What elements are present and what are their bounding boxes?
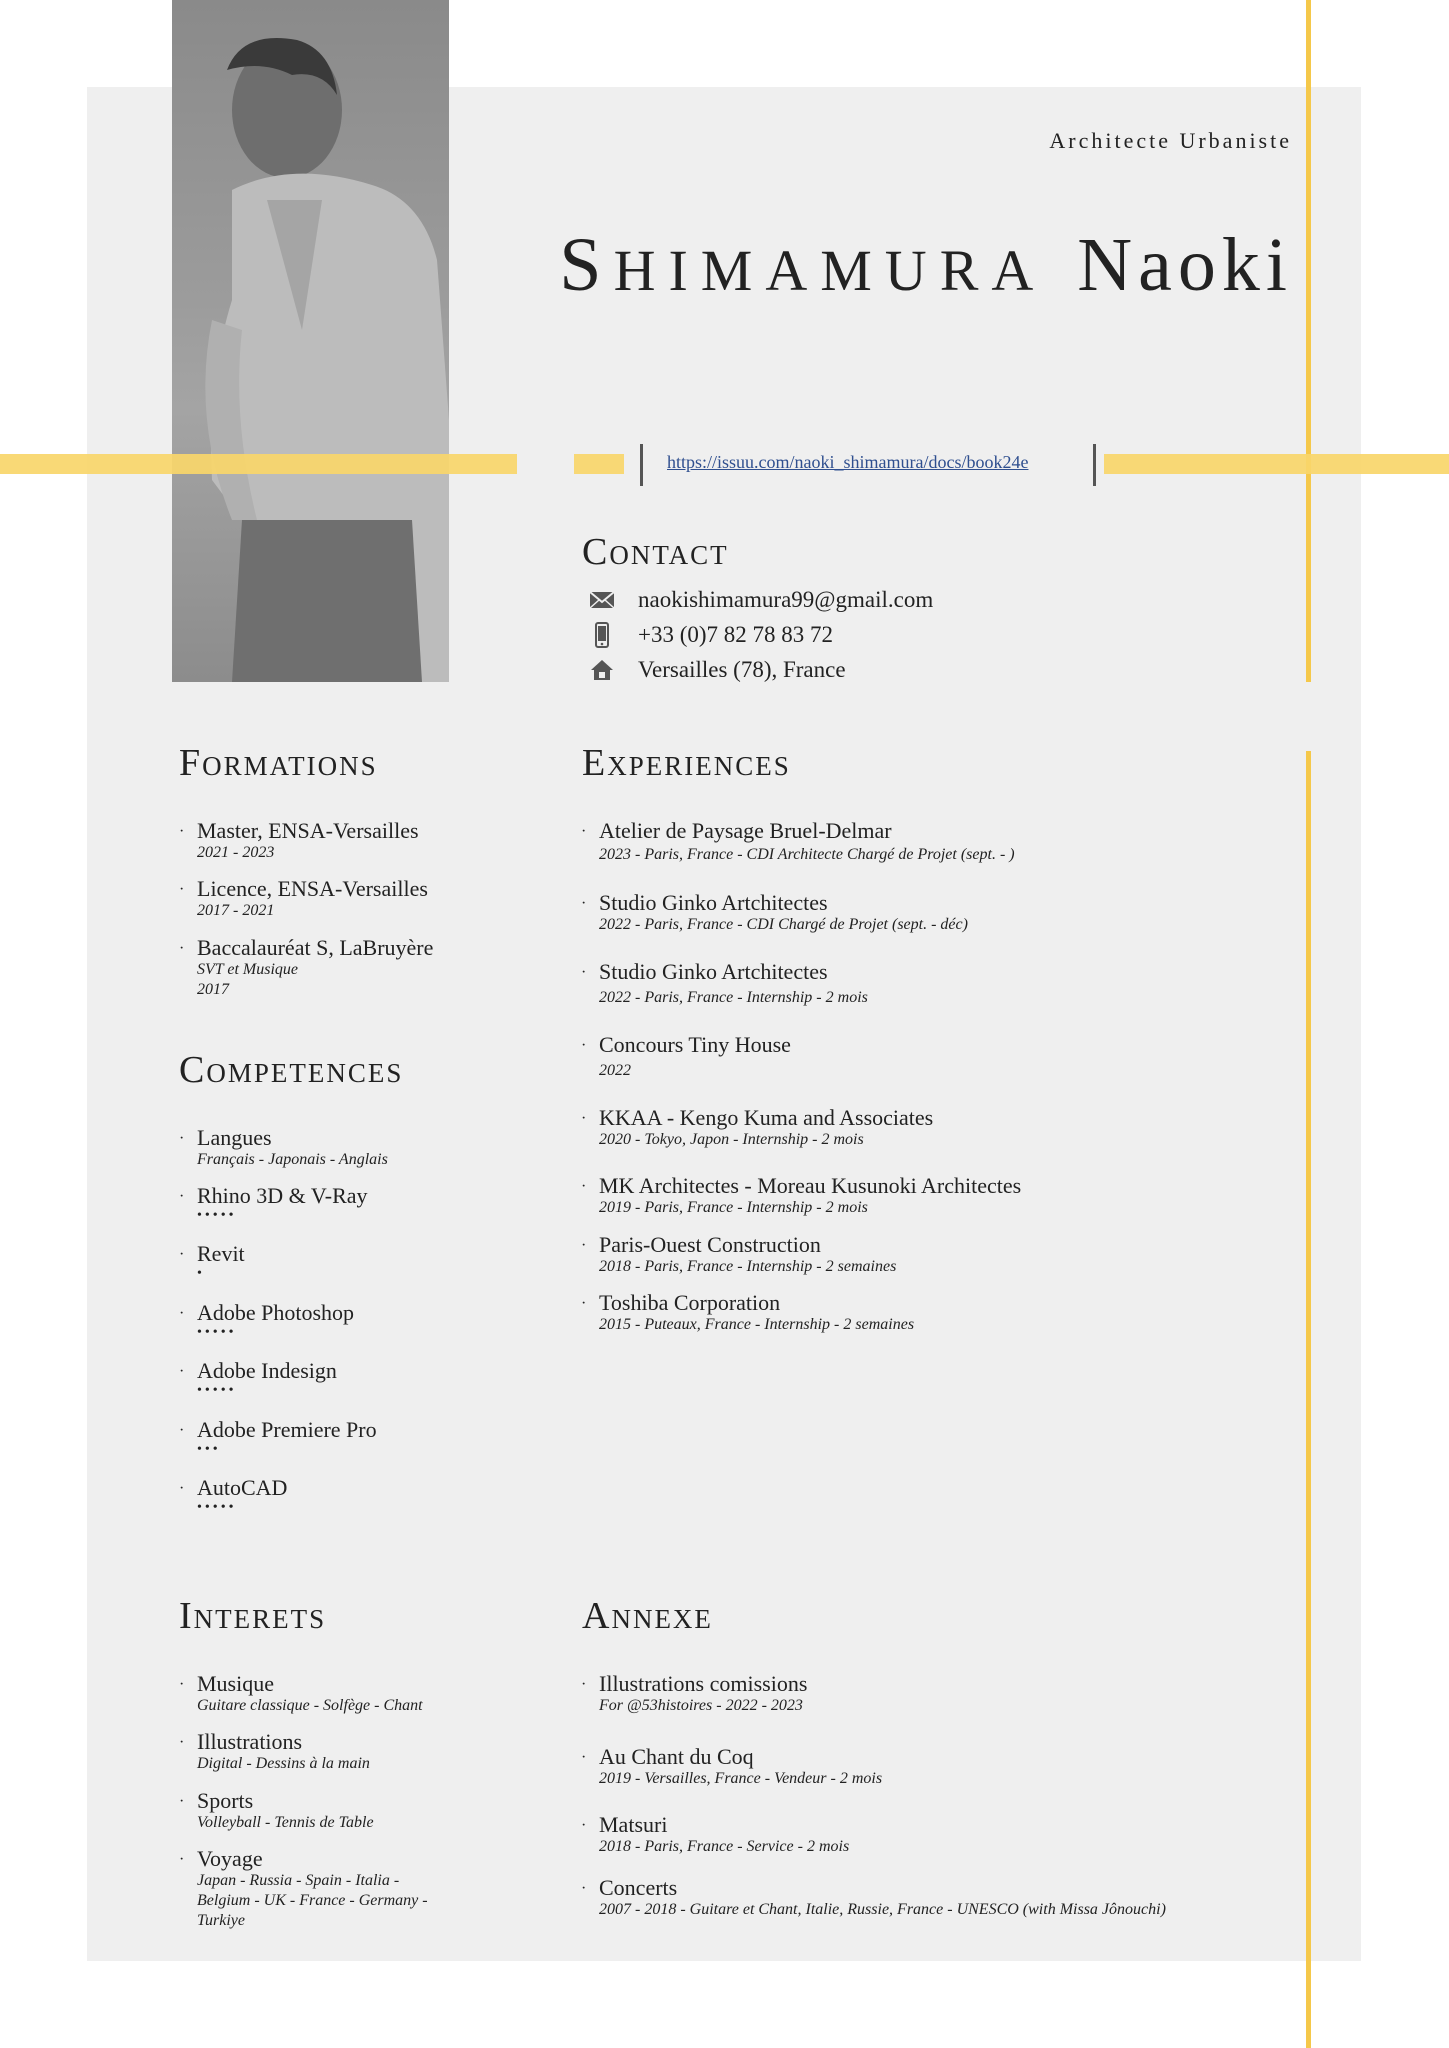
interest-item: · Illustrations Digital - Dessins à la main bbox=[179, 1729, 370, 1772]
contact-address-row bbox=[588, 654, 846, 686]
contact-email[interactable]: naokishimamura99@gmail.com bbox=[638, 587, 934, 612]
interest-item: · Musique Guitare classique - Solfège - Chant bbox=[179, 1671, 423, 1714]
competence-item: · Rhino 3D & V-Ray ••••• bbox=[179, 1183, 368, 1223]
annexe-item: · Matsuri 2018 - Paris, France - Service - 2 mois bbox=[581, 1812, 850, 1855]
accent-vertical-line-top bbox=[1306, 0, 1311, 682]
experience-item: · Paris-Ouest Construction 2018 - Paris, France - Internship - 2 semaines bbox=[581, 1232, 897, 1275]
experience-item: · Toshiba Corporation 2015 - Puteaux, France - Internship - 2 semaines bbox=[581, 1290, 915, 1333]
interets-heading: Interets bbox=[179, 1595, 327, 1637]
annexe-item: · Illustrations comissions For @53histoires - 2022 - 2023 bbox=[581, 1671, 808, 1714]
experience-item: · KKAA - Kengo Kuma and Associates 2020 - Tokyo, Japon - Internship - 2 mois bbox=[581, 1105, 934, 1148]
annexe-heading: Annexe bbox=[582, 1595, 713, 1637]
skill-level-dots: • bbox=[197, 1266, 205, 1281]
skill-level-dots: ••••• bbox=[197, 1383, 237, 1398]
contact-address: Versailles (78), France bbox=[638, 657, 846, 682]
experiences-heading: Experiences bbox=[582, 742, 791, 784]
formation-item: · Master, ENSA-Versailles 2021 - 2023 bbox=[179, 818, 419, 861]
formation-item: · Baccalauréat S, LaBruyère SVT et Musique 2017 bbox=[179, 935, 434, 998]
portfolio-link[interactable]: https://issuu.com/naoki_shimamura/docs/book24e bbox=[667, 452, 1029, 472]
formation-item: · Licence, ENSA-Versailles 2017 - 2021 bbox=[179, 876, 428, 919]
experience-item: · Studio Ginko Artchitectes 2022 - Paris, France - Internship - 2 mois bbox=[581, 959, 868, 1006]
accent-bar-mid bbox=[574, 454, 624, 474]
contact-heading: Contact bbox=[582, 531, 729, 573]
competence-item: · Adobe Photoshop ••••• bbox=[179, 1300, 355, 1340]
accent-bar-right bbox=[1104, 454, 1449, 474]
person-name bbox=[559, 222, 1293, 309]
name-initial: S bbox=[559, 223, 614, 307]
competence-item: · Adobe Indesign ••••• bbox=[179, 1358, 337, 1398]
portfolio-link-box bbox=[640, 444, 1096, 486]
interest-item: · Sports Volleyball - Tennis de Table bbox=[179, 1788, 374, 1831]
name-first: HIMAMURA bbox=[613, 238, 1047, 303]
experience-item: · Concours Tiny House 2022 bbox=[581, 1032, 791, 1079]
phone-icon bbox=[588, 621, 616, 649]
name-last: Naoki bbox=[1077, 223, 1293, 307]
competence-item: · Adobe Premiere Pro ••• bbox=[179, 1417, 377, 1457]
accent-vertical-line-bottom bbox=[1306, 751, 1311, 2048]
contact-email-row bbox=[588, 584, 933, 616]
annexe-item: · Au Chant du Coq 2019 - Versailles, France - Vendeur - 2 mois bbox=[581, 1744, 883, 1787]
competence-item: · Langues Français - Japonais - Anglais bbox=[179, 1125, 388, 1168]
competence-item: · Revit • bbox=[179, 1241, 245, 1281]
competences-heading: Competences bbox=[179, 1049, 404, 1091]
home-icon bbox=[588, 656, 616, 684]
interest-item: · Voyage Japan - Russia - Spain - Italia - Belgium - UK - France - Germany - Turkiye bbox=[179, 1846, 428, 1929]
skill-level-dots: ••••• bbox=[197, 1208, 237, 1223]
experience-item: · Studio Ginko Artchitectes 2022 - Paris, France - CDI Chargé de Projet (sept. - déc) bbox=[581, 890, 968, 933]
envelope-icon bbox=[588, 586, 616, 614]
contact-phone[interactable]: +33 (0)7 82 78 83 72 bbox=[638, 622, 834, 647]
contact-phone-row bbox=[588, 619, 833, 651]
job-title: Architecte Urbaniste bbox=[1049, 128, 1292, 153]
skill-level-dots: ••••• bbox=[197, 1325, 237, 1340]
annexe-item: · Concerts 2007 - 2018 - Guitare et Chant, Italie, Russie, France - UNESCO (with Missa Jônouchi) bbox=[581, 1875, 1166, 1918]
profile-photo bbox=[172, 0, 449, 682]
skill-level-dots: ••••• bbox=[197, 1500, 237, 1515]
skill-level-dots: ••• bbox=[197, 1442, 221, 1457]
experience-item: · Atelier de Paysage Bruel-Delmar 2023 - Paris, France - CDI Architecte Chargé de Projet (sept. - ) bbox=[581, 818, 1015, 863]
competence-item: · AutoCAD ••••• bbox=[179, 1475, 288, 1515]
experience-item: · MK Architectes - Moreau Kusunoki Architectes 2019 - Paris, France - Internship - 2 mois bbox=[581, 1173, 1022, 1216]
accent-bar-left bbox=[0, 454, 517, 474]
formations-heading: Formations bbox=[179, 742, 378, 784]
